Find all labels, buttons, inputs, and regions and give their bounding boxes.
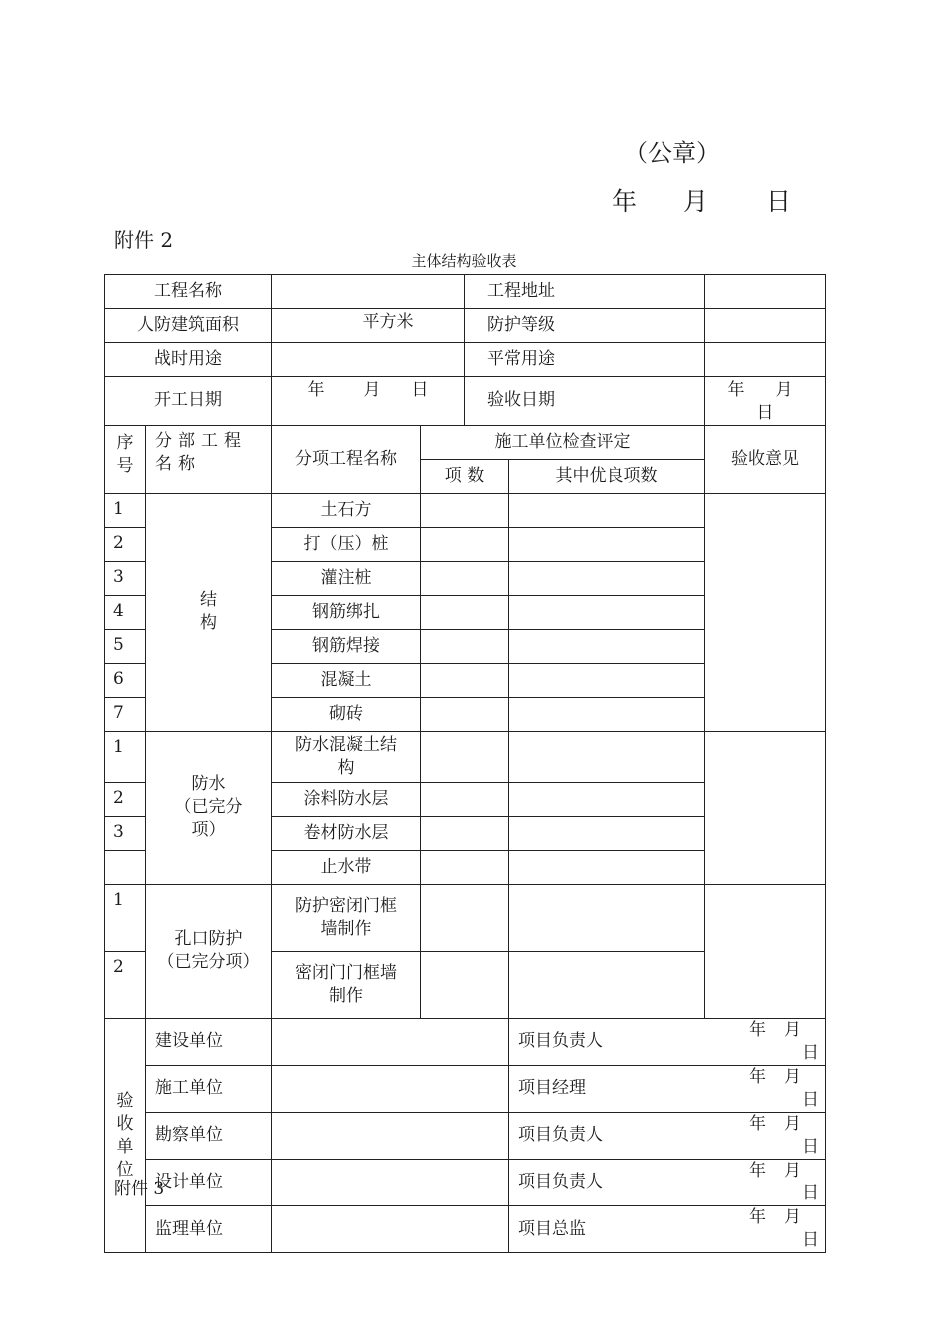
excellent-cell[interactable] (509, 561, 705, 595)
excellent-cell[interactable] (509, 595, 705, 629)
unit-field[interactable] (272, 1065, 509, 1112)
subitem-cell: 防护密闭门框 墙制作 (272, 884, 421, 951)
wartime-use-label: 战时用途 (105, 343, 272, 377)
count-cell[interactable] (421, 884, 509, 951)
count-header: 项 数 (421, 459, 509, 493)
role-label: 项目经理 (509, 1065, 745, 1112)
subitem-cell: 打（压）桩 (272, 527, 421, 561)
unit-field[interactable] (272, 1018, 509, 1065)
acceptance-row (105, 1018, 826, 1065)
area-field[interactable] (272, 309, 465, 343)
subitem-cell: 止水带 (272, 850, 421, 884)
excellent-cell[interactable] (509, 731, 705, 782)
excellent-cell[interactable] (509, 884, 705, 951)
date-day: 日 (766, 187, 792, 216)
unit-name: 建设单位 (146, 1018, 272, 1065)
seq-cell: 3 (105, 561, 146, 595)
seal-placeholder: （公章） (624, 139, 720, 167)
sign-date[interactable]: 年 月日 (745, 1159, 826, 1206)
opinion-cell[interactable] (705, 493, 826, 731)
count-cell[interactable] (421, 561, 509, 595)
seq-cell: 1 (105, 493, 146, 527)
seq-cell: 5 (105, 629, 146, 663)
role-label: 项目负责人 (509, 1159, 745, 1206)
subitem-cell: 混凝土 (272, 663, 421, 697)
project-name-label: 工程名称 (105, 275, 272, 309)
count-cell[interactable] (421, 527, 509, 561)
count-cell[interactable] (421, 951, 509, 1018)
excellent-cell[interactable] (509, 493, 705, 527)
attachment-label: 附件 2 (114, 228, 174, 252)
count-cell[interactable] (421, 816, 509, 850)
acceptance-row (105, 1112, 826, 1159)
excellent-cell[interactable] (509, 816, 705, 850)
unit-name: 监理单位 (146, 1206, 272, 1253)
subitem-cell: 灌注桩 (272, 561, 421, 595)
subitem-cell: 密闭门门框墙 制作 (272, 951, 421, 1018)
sign-date[interactable]: 年 月日 (745, 1065, 826, 1112)
excellent-cell[interactable] (509, 663, 705, 697)
acceptance-row (105, 1206, 826, 1253)
excellent-cell[interactable] (509, 697, 705, 731)
opinion-cell[interactable] (705, 884, 826, 1018)
subitem-header: 分项工程名称 (272, 425, 421, 493)
count-cell[interactable] (421, 595, 509, 629)
unit-name: 施工单位 (146, 1065, 272, 1112)
excellent-cell[interactable] (509, 951, 705, 1018)
acceptance-date-field[interactable]: 年 月日 (705, 377, 826, 426)
excellent-cell[interactable] (509, 629, 705, 663)
table-row (105, 731, 826, 782)
count-cell[interactable] (421, 850, 509, 884)
count-cell[interactable] (421, 629, 509, 663)
form-title: 主体结构验收表 (411, 252, 517, 270)
excellent-header: 其中优良项数 (509, 459, 705, 493)
seq-cell: 2 (105, 527, 146, 561)
acceptance-table (104, 274, 826, 1253)
unit-name: 勘察单位 (146, 1112, 272, 1159)
count-cell[interactable] (421, 697, 509, 731)
peacetime-use-label: 平常用途 (465, 343, 705, 377)
role-label: 项目负责人 (509, 1112, 745, 1159)
area-label: 人防建筑面积 (105, 309, 272, 343)
project-address-field[interactable] (705, 275, 826, 309)
opinion-header: 验收意见 (705, 425, 826, 493)
protection-level-field[interactable] (705, 309, 826, 343)
role-label: 项目总监 (509, 1206, 745, 1253)
next-attachment-label: 附件 3 (114, 1179, 165, 1199)
unit-field[interactable] (272, 1159, 509, 1206)
unit-field[interactable] (272, 1112, 509, 1159)
project-address-label: 工程地址 (465, 275, 705, 309)
division-cell: 孔口防护 （已完分项） (146, 884, 272, 1018)
project-name-field[interactable] (272, 275, 465, 309)
count-cell[interactable] (421, 731, 509, 782)
division-cell: 结 构 (146, 493, 272, 731)
opinion-cell[interactable] (705, 731, 826, 884)
unit-name: 设计单位 (146, 1159, 272, 1206)
area-unit: 平方米 (362, 312, 414, 332)
start-date-label: 开工日期 (105, 377, 272, 426)
info-row (105, 275, 826, 309)
seq-cell: 7 (105, 697, 146, 731)
count-cell[interactable] (421, 663, 509, 697)
excellent-cell[interactable] (509, 850, 705, 884)
wartime-use-field[interactable] (272, 343, 465, 377)
subitem-cell: 砌砖 (272, 697, 421, 731)
seq-cell: 2 (105, 782, 146, 816)
seq-cell (105, 850, 146, 884)
inspection-header: 施工单位检查评定 (421, 425, 705, 459)
excellent-cell[interactable] (509, 782, 705, 816)
sign-date[interactable]: 年 月日 (745, 1112, 826, 1159)
seq-cell: 1 (105, 884, 146, 951)
count-cell[interactable] (421, 493, 509, 527)
subitem-cell: 钢筋焊接 (272, 629, 421, 663)
unit-field[interactable] (272, 1206, 509, 1253)
acceptance-unit-label: 验 收 单 位 (105, 1018, 146, 1252)
date-year: 年 (612, 187, 638, 216)
info-row (105, 343, 826, 377)
subitem-cell: 土石方 (272, 493, 421, 527)
seq-header: 序号 (105, 425, 146, 493)
sign-date[interactable]: 年 月日 (745, 1206, 826, 1253)
peacetime-use-field[interactable] (705, 343, 826, 377)
seq-cell: 3 (105, 816, 146, 850)
seq-cell: 2 (105, 951, 146, 1018)
subitem-cell: 涂料防水层 (272, 782, 421, 816)
subitem-cell: 卷材防水层 (272, 816, 421, 850)
acceptance-row (105, 1065, 826, 1112)
acceptance-date-label: 验收日期 (465, 377, 705, 426)
division-header: 分部工程名称 (146, 425, 272, 493)
seq-cell: 1 (105, 731, 146, 782)
info-row (105, 377, 826, 426)
date-month: 月 (683, 187, 709, 216)
start-date-field[interactable]: 年 月 日 (272, 377, 465, 426)
protection-level-label: 防护等级 (465, 309, 705, 343)
sign-date[interactable]: 年 月日 (745, 1018, 826, 1065)
excellent-cell[interactable] (509, 527, 705, 561)
info-row (105, 309, 826, 343)
role-label: 项目负责人 (509, 1018, 745, 1065)
subitem-cell: 防水混凝土结 构 (272, 731, 421, 782)
count-cell[interactable] (421, 782, 509, 816)
division-cell: 防水 （已完分 项） (146, 731, 272, 884)
signature-date (612, 182, 791, 218)
table-row (105, 884, 826, 951)
seq-cell: 4 (105, 595, 146, 629)
subitem-cell: 钢筋绑扎 (272, 595, 421, 629)
table-row (105, 493, 826, 527)
seq-cell: 6 (105, 663, 146, 697)
acceptance-row (105, 1159, 826, 1206)
column-header-row (105, 425, 826, 459)
